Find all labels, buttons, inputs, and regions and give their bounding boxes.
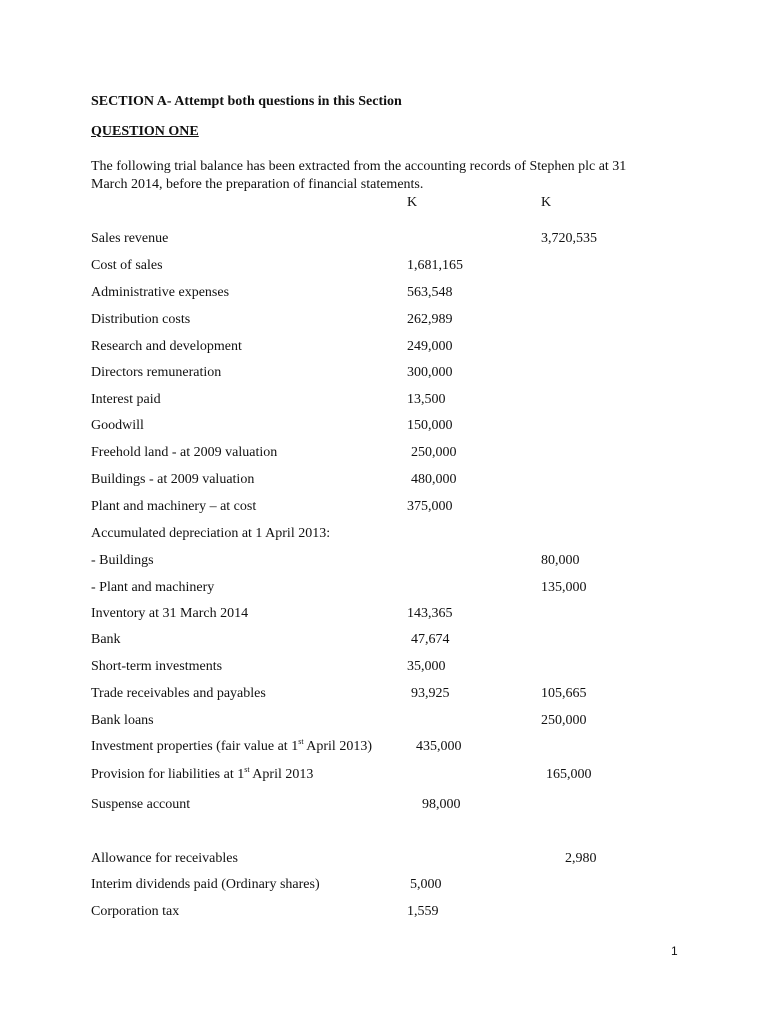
table-row <box>0 798 768 816</box>
table-row <box>0 393 768 411</box>
credit-value: 135,000 <box>541 580 587 595</box>
table-row <box>0 581 768 599</box>
row-label-text-end: April 2013) <box>303 739 372 754</box>
debit-value: 375,000 <box>407 499 453 514</box>
table-row <box>0 660 768 678</box>
debit-value: 1,681,165 <box>407 258 463 273</box>
row-label-text: Provision for liabilities at 1 <box>91 767 245 782</box>
debit-value: 435,000 <box>416 739 462 754</box>
table-row <box>0 366 768 384</box>
question-heading: QUESTION ONE <box>91 124 199 139</box>
table-row <box>0 687 768 705</box>
debit-value: 143,365 <box>407 606 453 621</box>
table-row <box>0 259 768 277</box>
row-label <box>91 737 372 754</box>
table-row <box>0 313 768 331</box>
row-label: Interim dividends paid (Ordinary shares) <box>91 877 320 892</box>
row-label: Plant and machinery – at cost <box>91 499 257 514</box>
row-label: Freehold land - at 2009 valuation <box>91 445 278 460</box>
page-number: 1 <box>671 944 678 958</box>
debit-value: 35,000 <box>407 659 446 674</box>
row-label-text: Investment properties (fair value at 1 <box>91 739 299 754</box>
intro-line-1: The following trial balance has been extracted from the accounting records of Stephen plc at 31 <box>91 159 627 174</box>
row-label: Cost of sales <box>91 258 163 273</box>
row-label: Corporation tax <box>91 904 180 919</box>
row-label: Sales revenue <box>91 231 169 246</box>
credit-value: 250,000 <box>541 713 587 728</box>
row-label: Administrative expenses <box>91 285 230 300</box>
row-label <box>91 765 314 782</box>
debit-value: 1,559 <box>407 904 439 919</box>
table-row <box>0 473 768 491</box>
credit-value: 2,980 <box>565 851 597 866</box>
table-row <box>0 340 768 358</box>
debit-value: 480,000 <box>411 472 457 487</box>
debit-value: 98,000 <box>422 797 461 812</box>
row-label: Bank loans <box>91 713 154 728</box>
table-row <box>0 878 768 896</box>
currency-header-credit: K <box>541 195 552 210</box>
row-label-superscript: st <box>244 765 250 774</box>
debit-value: 249,000 <box>407 339 453 354</box>
credit-value: 165,000 <box>546 767 592 782</box>
section-heading: SECTION A- Attempt both questions in this Section <box>91 94 402 109</box>
row-label-superscript: st <box>298 737 304 746</box>
table-row <box>0 419 768 437</box>
row-label: Bank <box>91 632 121 647</box>
row-label: - Buildings <box>91 553 154 568</box>
row-label: Allowance for receivables <box>91 851 238 866</box>
table-row <box>0 232 768 250</box>
table-row <box>0 286 768 304</box>
row-label: Suspense account <box>91 797 191 812</box>
intro-line-2: March 2014, before the preparation of financial statements. <box>91 177 424 192</box>
row-label-text-end: April 2013 <box>249 767 314 782</box>
debit-value: 150,000 <box>407 418 453 433</box>
table-row <box>0 446 768 464</box>
debit-value: 563,548 <box>407 285 453 300</box>
debit-value: 262,989 <box>407 312 453 327</box>
row-label: Interest paid <box>91 392 161 407</box>
row-label: Trade receivables and payables <box>91 686 266 701</box>
table-row <box>0 527 768 545</box>
credit-value: 80,000 <box>541 553 580 568</box>
row-label: Goodwill <box>91 418 144 433</box>
table-row <box>0 852 768 870</box>
credit-value: 105,665 <box>541 686 587 701</box>
currency-header-debit: K <box>407 195 418 210</box>
table-row <box>0 554 768 572</box>
debit-value: 93,925 <box>411 686 450 701</box>
table-row <box>0 607 768 625</box>
credit-value: 3,720,535 <box>541 231 597 246</box>
row-label: Inventory at 31 March 2014 <box>91 606 249 621</box>
row-label: - Plant and machinery <box>91 580 215 595</box>
debit-value: 47,674 <box>411 632 450 647</box>
debit-value: 5,000 <box>410 877 442 892</box>
table-row <box>0 905 768 923</box>
table-row <box>0 500 768 518</box>
debit-value: 13,500 <box>407 392 446 407</box>
table-row <box>0 633 768 651</box>
table-row <box>0 765 768 786</box>
row-label: Research and development <box>91 339 242 354</box>
row-label: Distribution costs <box>91 312 191 327</box>
row-label: Buildings - at 2009 valuation <box>91 472 255 487</box>
table-row <box>0 714 768 732</box>
table-row <box>0 737 768 758</box>
row-label: Short-term investments <box>91 659 223 674</box>
row-label: Accumulated depreciation at 1 April 2013: <box>91 526 331 541</box>
row-label: Directors remuneration <box>91 365 222 380</box>
debit-value: 250,000 <box>411 445 457 460</box>
debit-value: 300,000 <box>407 365 453 380</box>
